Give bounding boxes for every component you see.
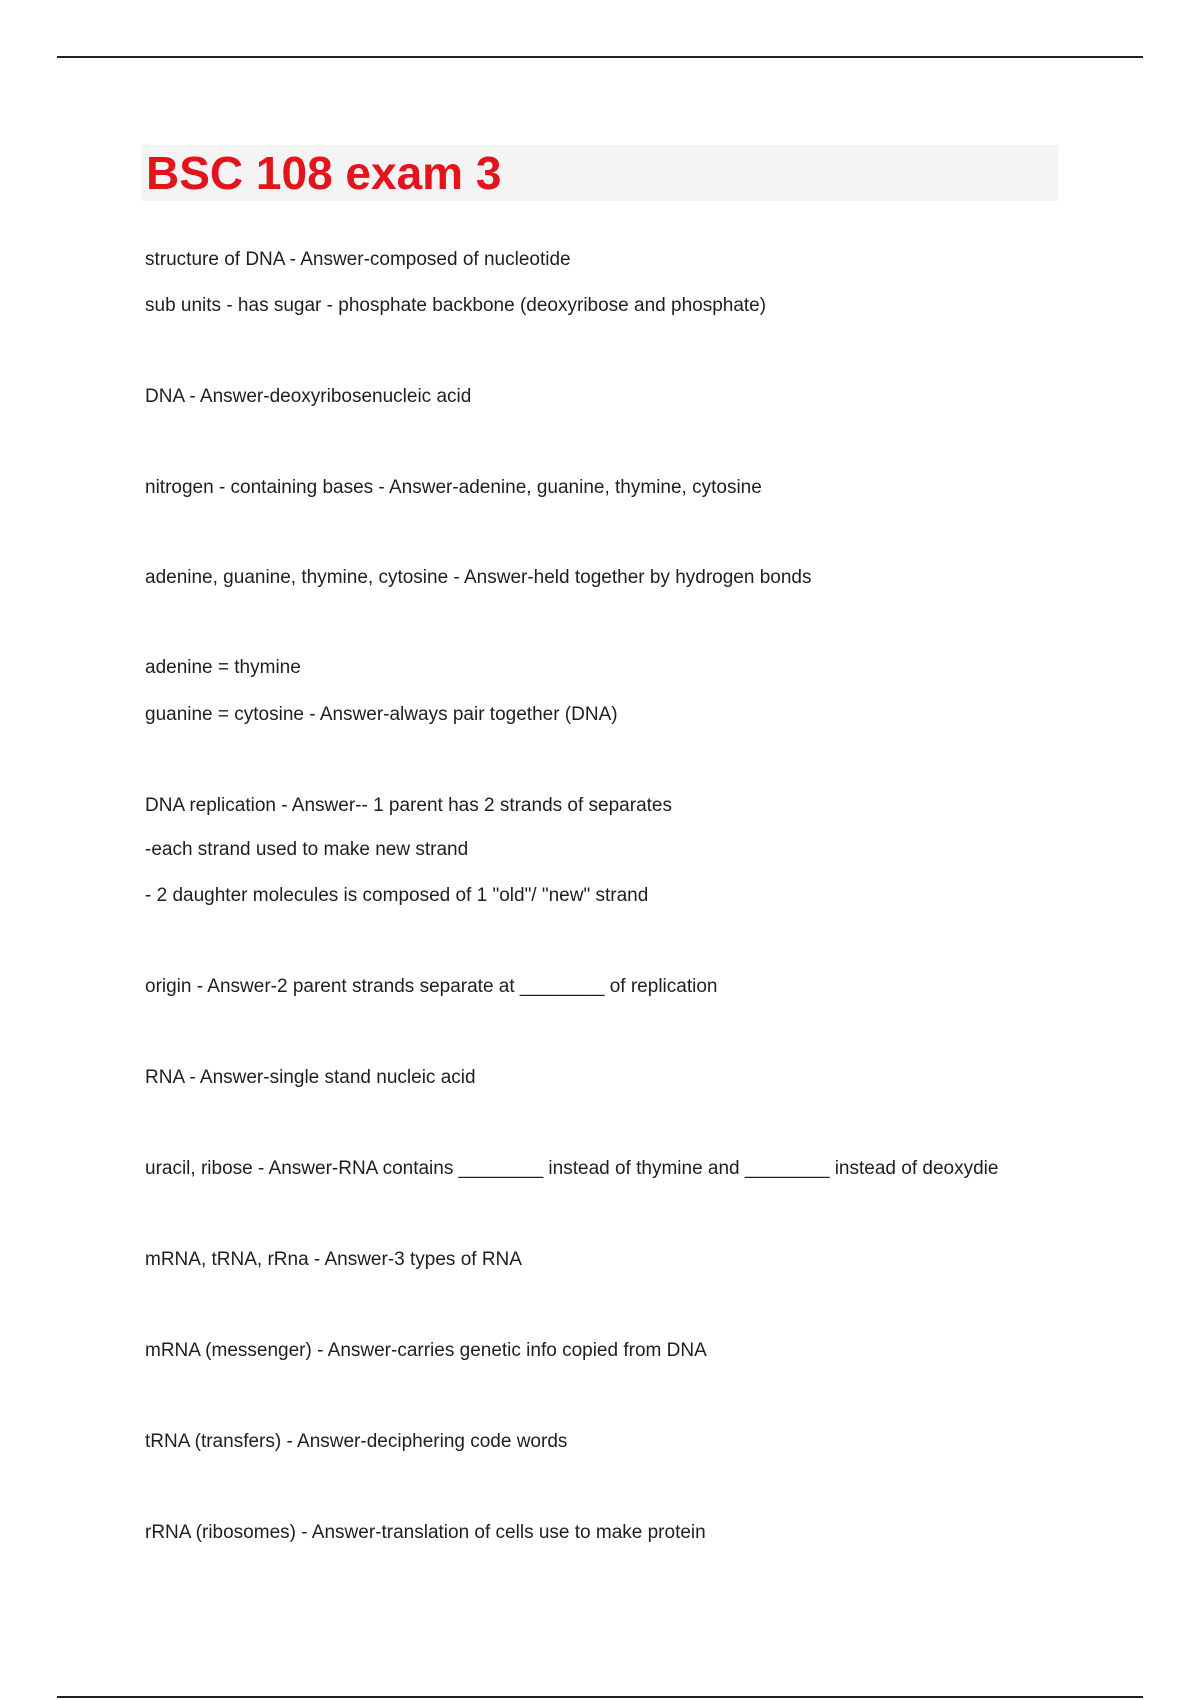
entry-line: -each strand used to make new strand — [145, 839, 469, 860]
entry-line: DNA - Answer-deoxyribosenucleic acid — [145, 386, 472, 407]
entry-line: structure of DNA - Answer-composed of nucleotide — [145, 249, 571, 270]
entry-line: RNA - Answer-single stand nucleic acid — [145, 1067, 476, 1088]
document-title: BSC 108 exam 3 — [146, 147, 502, 199]
entry-line: guanine = cytosine - Answer-always pair together (DNA) — [145, 704, 618, 725]
entry-line: adenine = thymine — [145, 657, 301, 678]
bottom-divider — [57, 1696, 1143, 1698]
top-divider — [57, 56, 1143, 58]
entry-line: sub units - has sugar - phosphate backbone (deoxyribose and phosphate) — [145, 295, 767, 316]
entry-line: DNA replication - Answer-- 1 parent has 2 strands of separates — [145, 795, 672, 816]
entry-line: rRNA (ribosomes) - Answer-translation of cells use to make protein — [145, 1522, 706, 1543]
entry-line: - 2 daughter molecules is composed of 1 "old"/ "new" strand — [145, 885, 649, 906]
entry-line: adenine, guanine, thymine, cytosine - Answer-held together by hydrogen bonds — [145, 567, 812, 588]
entry-line: mRNA (messenger) - Answer-carries genetic info copied from DNA — [145, 1340, 707, 1361]
entry-line: tRNA (transfers) - Answer-deciphering code words — [145, 1431, 568, 1452]
entry-line: nitrogen - containing bases - Answer-adenine, guanine, thymine, cytosine — [145, 477, 762, 498]
entry-line: uracil, ribose - Answer-RNA contains ________ instead of thymine and ________ instead of deoxydie — [145, 1158, 999, 1179]
entry-line: origin - Answer-2 parent strands separate at ________ of replication — [145, 976, 718, 997]
entry-line: mRNA, tRNA, rRna - Answer-3 types of RNA — [145, 1249, 522, 1270]
